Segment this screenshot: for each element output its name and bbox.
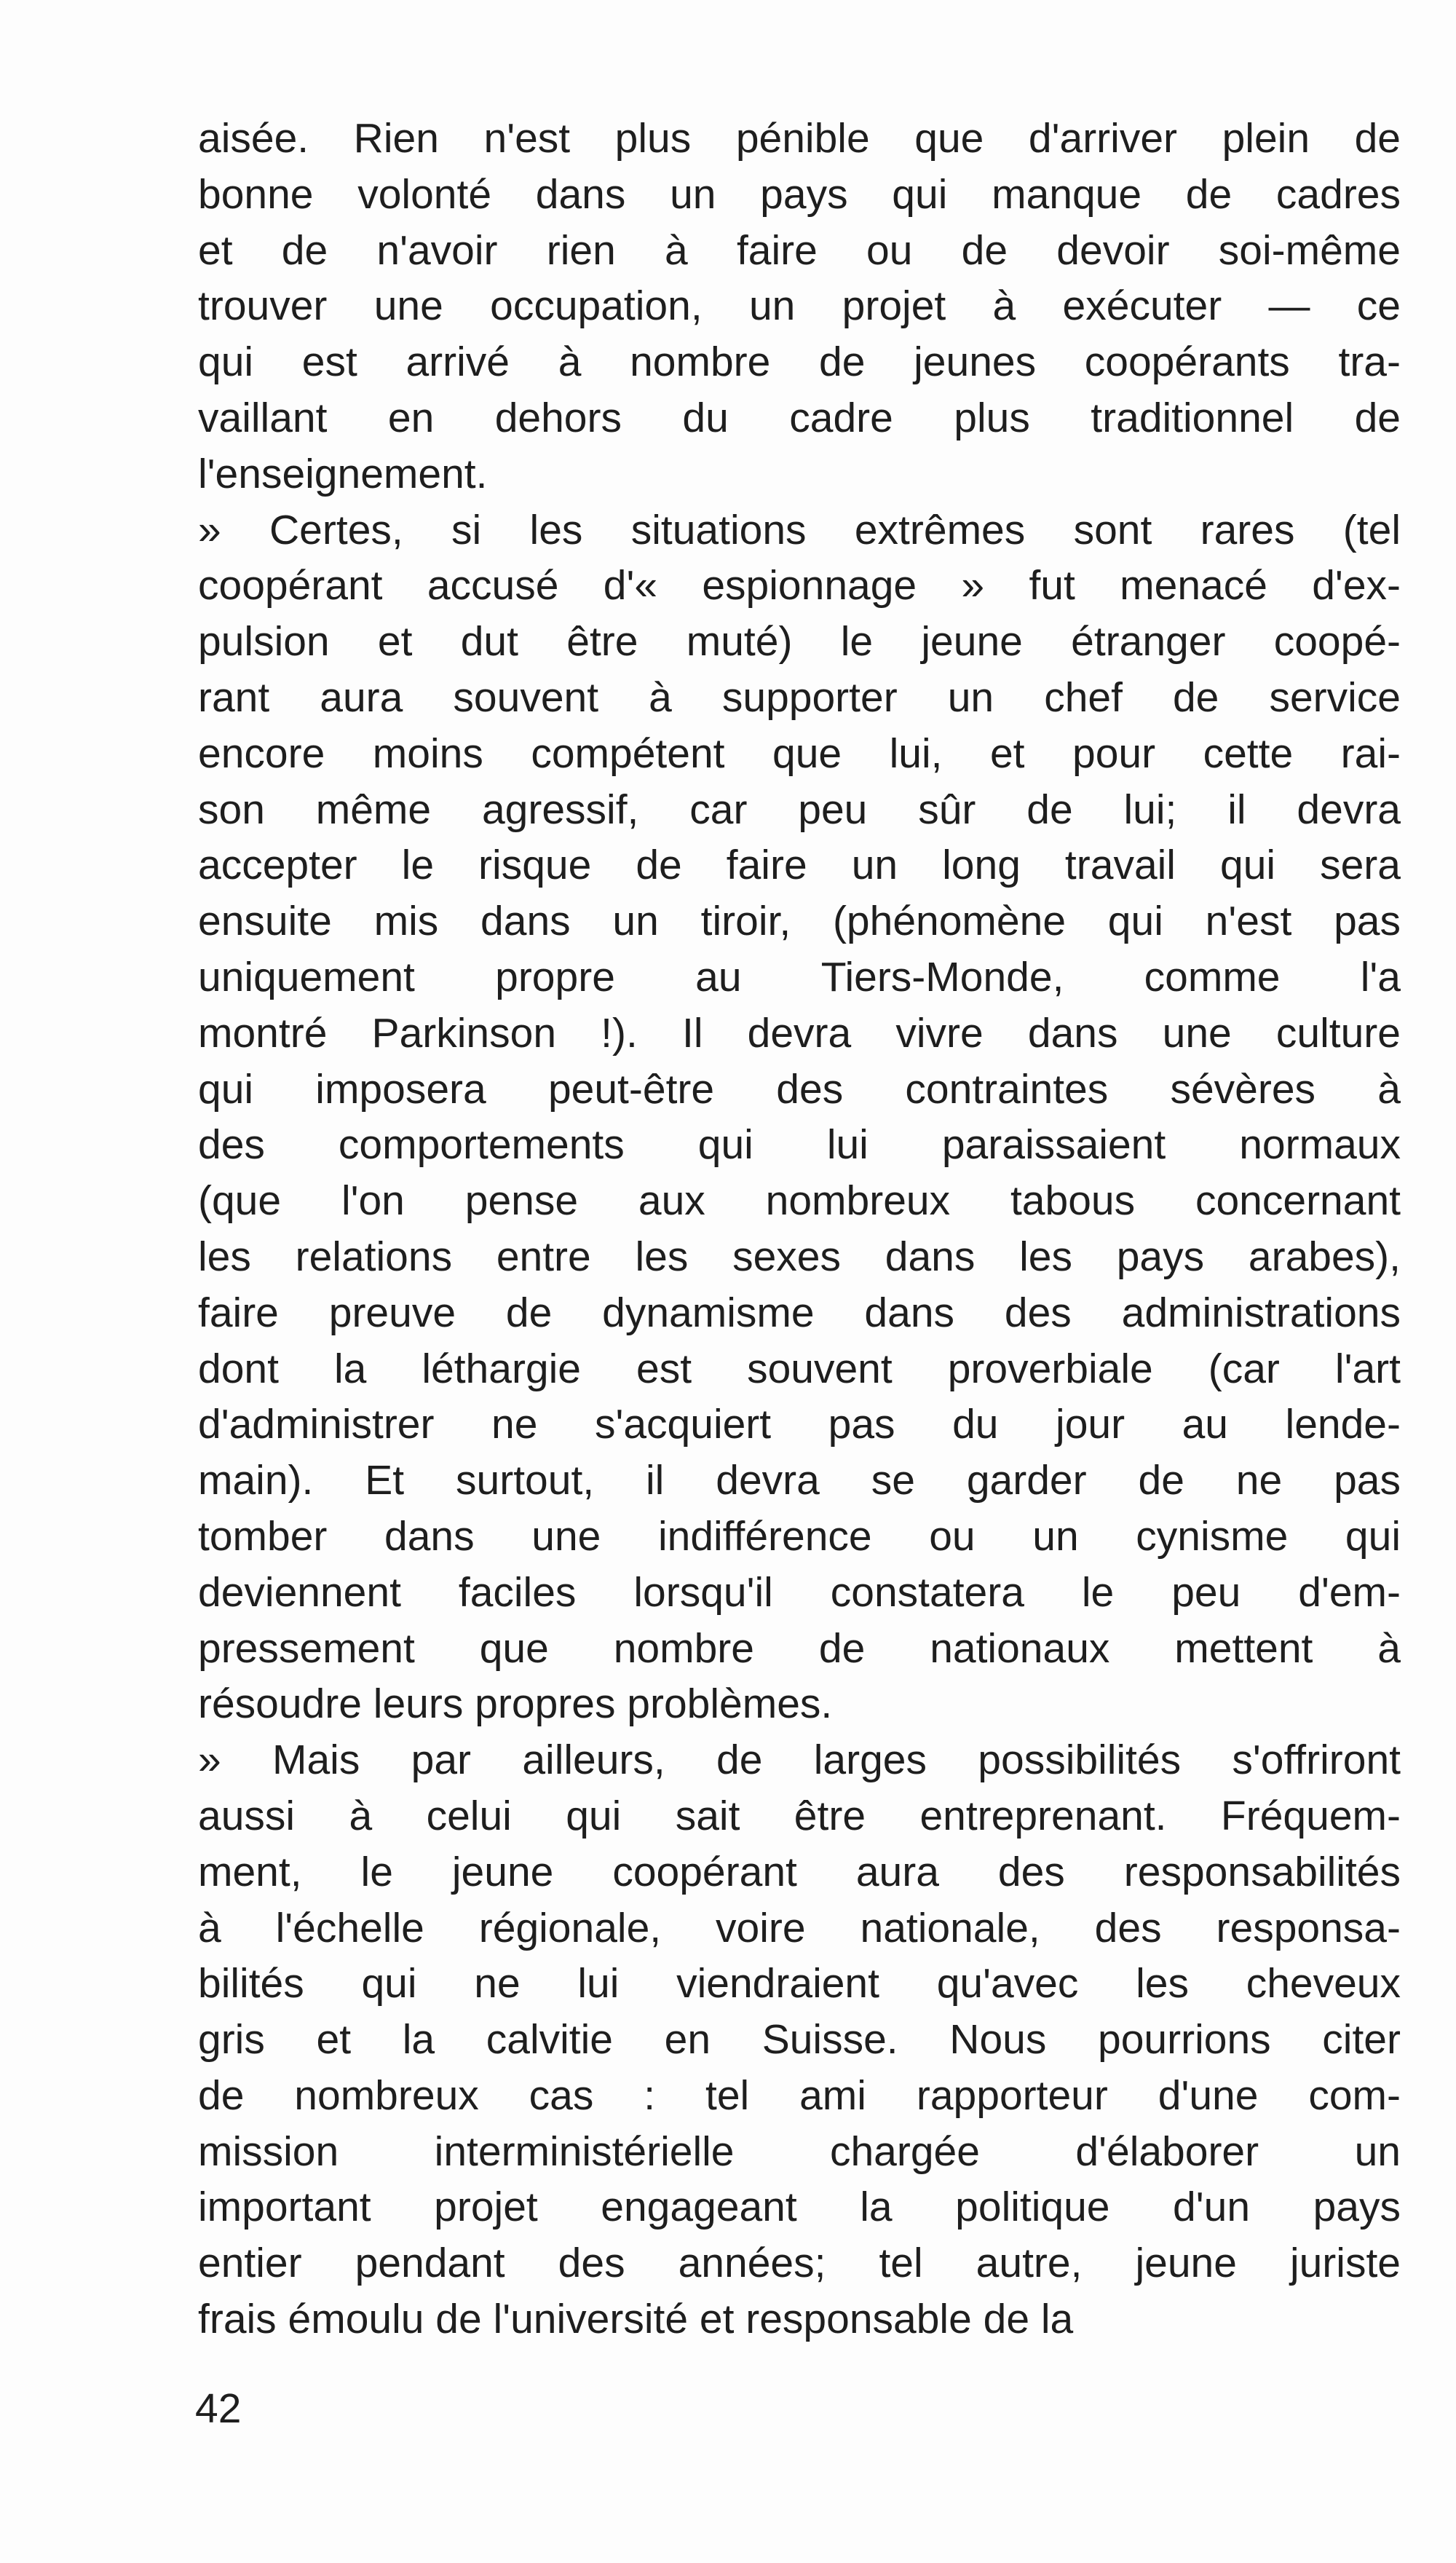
body-text xyxy=(198,111,1401,2347)
text-line: entier pendant des années; tel autre, jeune juriste xyxy=(198,2240,1401,2287)
text-line: dont la léthargie est souvent proverbiale (car l'art xyxy=(198,1345,1401,1392)
text-line: important projet engageant la politique d'un pays xyxy=(198,2184,1401,2231)
text-line: ensuite mis dans un tiroir, (phénomène qui n'est pas xyxy=(198,898,1401,945)
text-line: bilités qui ne lui viendraient qu'avec les cheveux xyxy=(198,1960,1401,2007)
text-line: qui imposera peut-être des contraintes sévères à xyxy=(198,1065,1401,1113)
text-line: pulsion et dut être muté) le jeune étranger coopé- xyxy=(198,618,1401,666)
text-line: d'administrer ne s'acquiert pas du jour au lende- xyxy=(198,1401,1401,1448)
text-line: trouver une occupation, un projet à exécuter — ce xyxy=(198,283,1401,330)
text-line: de nombreux cas : tel ami rapporteur d'une com- xyxy=(198,2072,1401,2119)
text-line: accepter le risque de faire un long travail qui sera xyxy=(198,842,1401,889)
text-line: faire preuve de dynamisme dans des administrations xyxy=(198,1289,1401,1336)
text-line: deviennent faciles lorsqu'il constatera le peu d'em- xyxy=(198,1568,1401,1616)
text-line: ment, le jeune coopérant aura des responsabilités xyxy=(198,1848,1401,1895)
text-line: qui est arrivé à nombre de jeunes coopérants tra- xyxy=(198,339,1401,386)
text-line: les relations entre les sexes dans les pays arabes), xyxy=(198,1233,1401,1280)
text-line: montré Parkinson !). Il devra vivre dans une culture xyxy=(198,1009,1401,1057)
text-line: (que l'on pense aux nombreux tabous concernant xyxy=(198,1177,1401,1225)
text-line: pressement que nombre de nationaux mettent à xyxy=(198,1624,1401,1672)
text-line: l'enseignement. xyxy=(198,450,488,497)
page-number: 42 xyxy=(195,2385,242,2432)
text-line: coopérant accusé d'« espionnage » fut menacé d'ex- xyxy=(198,562,1401,609)
text-line: encore moins compétent que lui, et pour cette rai- xyxy=(198,730,1401,777)
text-line: son même agressif, car peu sûr de lui; il devra xyxy=(198,786,1401,833)
text-line: uniquement propre au Tiers-Monde, comme l'a xyxy=(198,953,1401,1000)
text-line: à l'échelle régionale, voire nationale, des responsa- xyxy=(198,1904,1401,1951)
text-line: tomber dans une indifférence ou un cynisme qui xyxy=(198,1512,1401,1560)
text-line: et de n'avoir rien à faire ou de devoir soi-même xyxy=(198,226,1401,274)
text-line: main). Et surtout, il devra se garder de ne pas xyxy=(198,1457,1401,1504)
text-line: vaillant en dehors du cadre plus traditionnel de xyxy=(198,394,1401,441)
text-line: rant aura souvent à supporter un chef de service xyxy=(198,674,1401,721)
text-line: résoudre leurs propres problèmes. xyxy=(198,1681,833,1728)
text-line: » Certes, si les situations extrêmes sont rares (tel xyxy=(198,506,1401,553)
text-line: gris et la calvitie en Suisse. Nous pourrions citer xyxy=(198,2016,1401,2064)
text-line: aussi à celui qui sait être entreprenant. Fréquem- xyxy=(198,1792,1401,1839)
text-line: » Mais par ailleurs, de larges possibilités s'offriront xyxy=(198,1737,1401,1784)
text-line: mission interministérielle chargée d'élaborer un xyxy=(198,2128,1401,2175)
text-line: bonne volonté dans un pays qui manque de cadres xyxy=(198,170,1401,218)
text-line: des comportements qui lui paraissaient normaux xyxy=(198,1121,1401,1169)
text-line: aisée. Rien n'est plus pénible que d'arriver plein de xyxy=(198,115,1401,162)
text-line: frais émoulu de l'université et responsable de la xyxy=(198,2296,1074,2343)
